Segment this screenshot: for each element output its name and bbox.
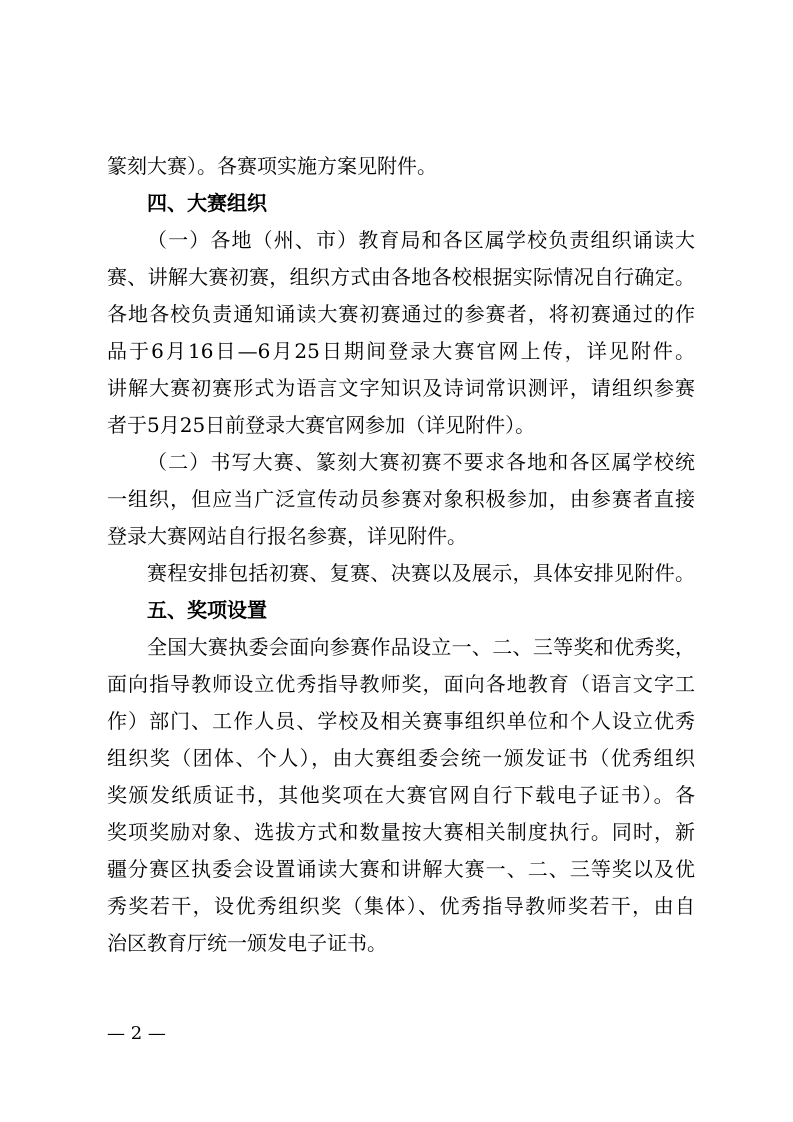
section-heading: 四、大赛组织 [147,191,267,215]
paragraph-line: 登录大赛网站自行报名参赛，详见附件。 [107,524,467,548]
document-body [107,148,695,962]
paragraph-line: 一组织，但应当广泛宣传动员参赛对象积极参加，由参赛者直接 [107,487,695,511]
paragraph-line: 各地各校负责通知诵读大赛初赛通过的参赛者，将初赛通过的作 [107,302,695,326]
paragraph-line: 组织奖（团体、个人），由大赛组委会统一颁发证书（优秀组织 [107,746,695,770]
paragraph-line: 讲解大赛初赛形式为语言文字知识及诗词常识测评，请组织参赛 [107,376,695,400]
paragraph-line: 全国大赛执委会面向参赛作品设立一、二、三等奖和优秀奖， [147,635,695,659]
paragraph-line: 秀奖若干，设优秀组织奖（集体）、优秀指导教师奖若干，由自 [107,894,695,918]
page-number: — 2 — [107,1023,166,1044]
paragraph-line: 者于5月25日前登录大赛官网参加（详见附件）。 [107,413,536,437]
paragraph-line: （二）书写大赛、篆刻大赛初赛不要求各地和各区属学校统 [147,450,695,474]
paragraph-line: 赛程安排包括初赛、复赛、决赛以及展示，具体安排见附件。 [147,561,695,585]
paragraph-line: 赛、讲解大赛初赛，组织方式由各地各校根据实际情况自行确定。 [107,265,695,289]
paragraph-line: 奖项奖励对象、选拔方式和数量按大赛相关制度执行。同时，新 [107,820,695,844]
paragraph-line: （一）各地（州、市）教育局和各区属学校负责组织诵读大 [147,228,695,252]
paragraph-line: 作）部门、工作人员、学校及相关赛事组织单位和个人设立优秀 [107,709,695,733]
paragraph-line: 品于6月16日—6月25日期间登录大赛官网上传，详见附件。 [107,339,695,363]
paragraph-line: 治区教育厅统一颁发电子证书。 [107,931,387,955]
section-heading: 五、奖项设置 [147,598,267,622]
paragraph-line: 奖颁发纸质证书，其他奖项在大赛官网自行下载电子证书）。各 [107,783,695,807]
paragraph-line: 疆分赛区执委会设置诵读大赛和讲解大赛一、二、三等奖以及优 [107,857,695,881]
paragraph-line: 面向指导教师设立优秀指导教师奖，面向各地教育（语言文字工 [107,672,695,696]
paragraph-line: 篆刻大赛）。各赛项实施方案见附件。 [107,154,437,178]
